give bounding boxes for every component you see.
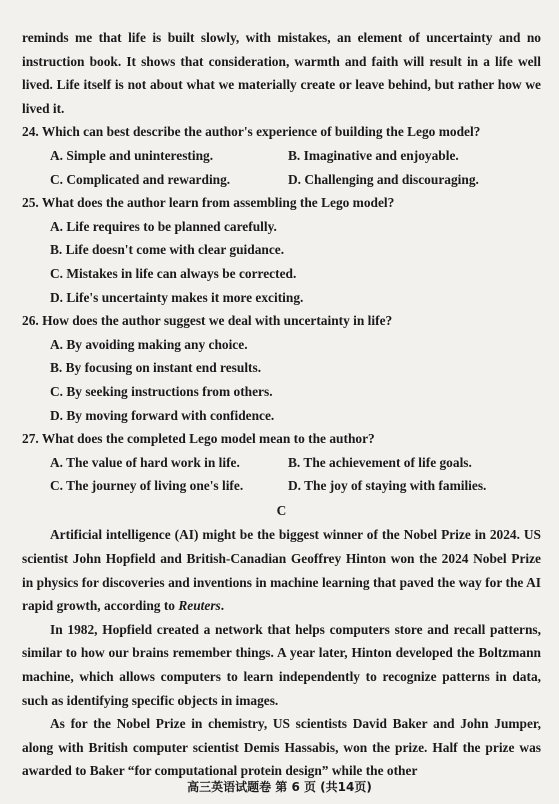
question-stem: 27. What does the completed Lego model mean to the author? — [22, 431, 375, 447]
question-stem: 25. What does the author learn from assembling the Lego model? — [22, 195, 395, 211]
option-b: B. Life doesn't come with clear guidance. — [50, 242, 285, 258]
passage-c-paragraph-1 — [22, 523, 541, 617]
paragraph-text-end: . — [220, 598, 225, 614]
question-27 — [22, 427, 541, 498]
option-a: A. Simple and uninteresting. — [50, 147, 214, 163]
option-b: B. Imaginative and enjoyable. — [288, 147, 459, 163]
option-c: C. Mistakes in life can always be corrected. — [50, 265, 297, 281]
page-footer: 高三英语试题卷 第 6 页 (共14页) — [187, 780, 372, 794]
option-a: A. By avoiding making any choice. — [50, 336, 248, 352]
section-heading-c: C — [276, 502, 287, 518]
option-c: C. The journey of living one's life. — [50, 478, 244, 494]
option-c: C. By seeking instructions from others. — [50, 383, 273, 399]
option-c: C. Complicated and rewarding. — [50, 171, 231, 187]
option-d: D. By moving forward with confidence. — [50, 407, 275, 423]
option-b: B. The achievement of life goals. — [288, 454, 472, 470]
option-a: A. Life requires to be planned carefully. — [50, 218, 277, 234]
option-b: B. By focusing on instant end results. — [50, 360, 262, 376]
option-a: A. The value of hard work in life. — [50, 454, 240, 470]
option-d: D. Life's uncertainty makes it more exciting. — [50, 289, 304, 305]
option-d: D. Challenging and discouraging. — [288, 171, 479, 187]
paragraph-text: Artificial intelligence (AI) might be the biggest winner of the Nobel Prize in 2024. US scientist John Hopfield and British-Canadian Geoffrey Hinton won the 2024 Nobel Prize in physics for discoveries and inventions in machine learning that paved the way for the AI rapid growth, according to — [22, 527, 541, 614]
passage-c-paragraph-2: In 1982, Hopfield created a network that helps computers store and recall patterns, similar to how our brains remember things. A year later, Hinton developed the Boltzmann machine, which allows computers to learn independently to recognize patterns in data, such as identifying specific objects in images. — [22, 621, 541, 708]
option-d: D. The joy of staying with families. — [288, 478, 487, 494]
passage-b-ending: reminds me that life is built slowly, with mistakes, an element of uncertainty and no instruction book. It shows that consideration, warmth and faith will result in a life well lived. Life itself is not about what we materially create or leave behind, but rather how we lived it. — [22, 30, 541, 116]
question-25 — [22, 191, 541, 309]
passage-c-paragraph-3: As for the Nobel Prize in chemistry, US scientists David Baker and John Jumper, along with British computer scientist Demis Hassabis, won the prize. Half the prize was awarded to Baker “for computational protein design” while the other — [22, 716, 541, 779]
question-stem: 26. How does the author suggest we deal with uncertainty in life? — [22, 313, 393, 329]
source-name: Reuters — [178, 598, 221, 614]
question-stem: 24. Which can best describe the author's experience of building the Lego model? — [22, 124, 481, 140]
question-24 — [22, 120, 541, 191]
question-26 — [22, 309, 541, 427]
